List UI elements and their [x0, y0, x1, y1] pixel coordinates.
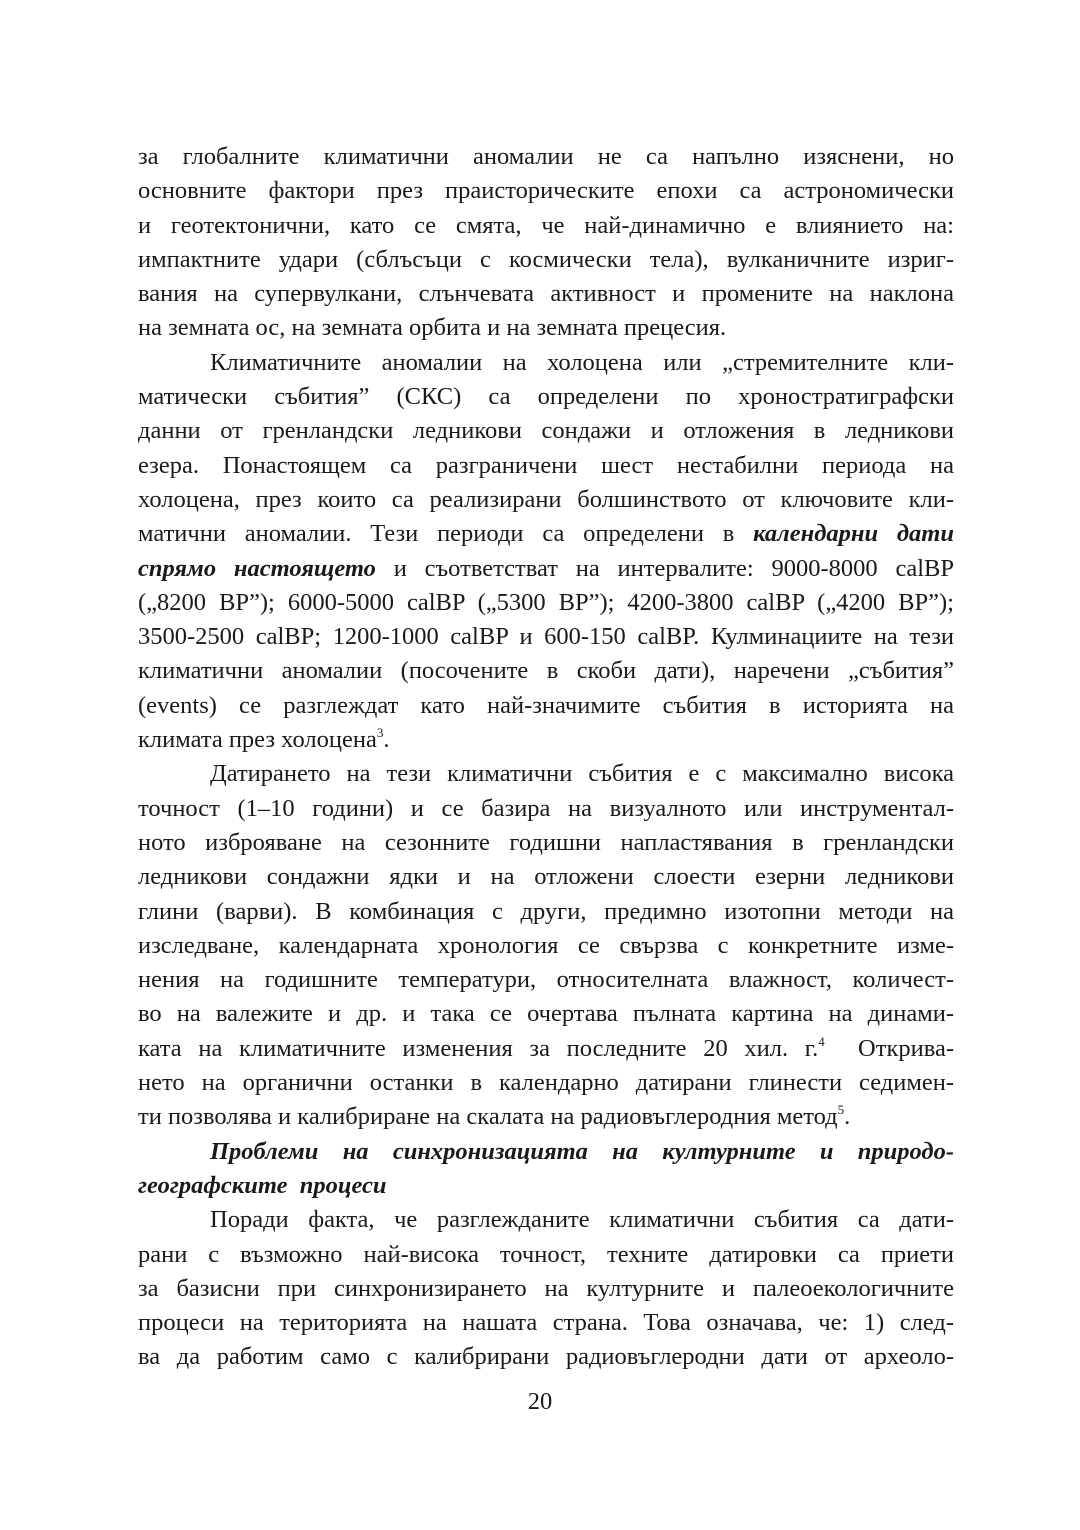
text-line: матически събития” (СКС) са определени по хроностратиграфски: [138, 383, 954, 411]
text-line: во на валежите и др. и така се очертава пълната картина на динами-: [138, 1000, 954, 1028]
text-line: [138, 1100, 954, 1134]
text-line: глини (варви). В комбинация с други, предимно изотопни методи на: [138, 897, 954, 925]
text-line: на земната ос, на земната орбита и на земната прецесия.: [138, 314, 727, 342]
footnote-ref-5[interactable]: 5: [837, 1102, 845, 1118]
text-run: .: [383, 726, 390, 754]
emphasis-text: календарни дати: [753, 520, 954, 548]
text-line: ното изброяване на сезонните годишни напластявания в гренландски: [138, 828, 954, 856]
text-line: Климатичните аномалии на холоцена или „стремителните кли-: [210, 348, 954, 376]
main-text: [138, 140, 954, 1375]
text-run: матични аномалии. Тези периоди са определени в: [138, 520, 754, 548]
page-number: 20: [527, 1388, 553, 1415]
text-line: климатични аномалии (посочените в скоби дати), наречени „събития”: [138, 657, 954, 685]
paragraph-2: [138, 346, 954, 758]
text-line: изследване, календарната хронология се свързва с конкретните изме-: [138, 931, 954, 959]
text-run: и съответстват на интервалите: 9000-8000 calBP: [375, 554, 954, 582]
text-line: [138, 1032, 954, 1066]
text-line: Поради факта, че разглежданите климатични събития са дати-: [210, 1206, 954, 1234]
emphasis-text: спрямо настоящето: [138, 554, 376, 582]
text-line: вания на супервулкани, слънчевата активност и промените на наклона: [138, 280, 954, 308]
text-line: ва да работим само с калибрирани радиовъглеродни дати от археоло-: [138, 1343, 954, 1371]
text-line: [138, 723, 954, 757]
paragraph-1: [138, 140, 954, 346]
text-run: ката на климатичните изменения за последните 20 хил. г.: [138, 1034, 819, 1062]
text-line: процеси на територията на нашата страна. Това означава, че: 1) след-: [138, 1309, 954, 1337]
text-line: езера. Понастоящем са разграничени шест нестабилни периода на: [138, 451, 954, 479]
text-line: ледникови сондажни ядки и на отложени слоести езерни ледникови: [138, 863, 954, 891]
heading-line: Проблеми на синхронизацията на културните и природо-: [210, 1137, 954, 1165]
footnote-ref-3[interactable]: 3: [376, 725, 384, 741]
footnote-ref-4[interactable]: 4: [818, 1033, 825, 1049]
text-line: (events) се разглеждат като най-значимите събития в историята на: [138, 691, 954, 719]
heading-line: географските процеси: [138, 1171, 387, 1199]
text-line: данни от гренландски ледникови сондажи и отложения в ледникови: [138, 417, 954, 445]
text-line: Датирането на тези климатични събития е с максимално висока: [210, 760, 954, 788]
paragraph-4: [138, 1203, 954, 1374]
text-line: рани с възможно най-висока точност, техните датировки са приети: [138, 1240, 954, 1268]
text-line: точност (1–10 години) и се базира на визуалното или инструментал-: [138, 794, 954, 822]
text-line: 3500-2500 calBP; 1200-1000 calBP и 600-150 calBP. Кулминациите на тези: [138, 623, 954, 651]
text-run: климата през холоцена: [138, 726, 377, 754]
text-line: [138, 517, 954, 551]
paragraph-3: [138, 757, 954, 1134]
text-line: [138, 552, 954, 586]
text-line: нето на органични останки в календарно датирани глинести седимен-: [138, 1069, 954, 1097]
text-line: („8200 BP”); 6000-5000 calBP („5300 BP”); 4200-3800 calBP („4200 BP”);: [138, 588, 954, 616]
text-line: холоцена, през които са реализирани болшинството от ключовите кли-: [138, 485, 954, 513]
section-heading: [138, 1135, 954, 1204]
text-line: за глобалните климатични аномалии не са напълно изяснени, но: [138, 143, 954, 170]
text-run: ти позволява и калибриране на скалата на радиовъглеродния метод: [138, 1103, 838, 1131]
text-line: за базисни при синхронизирането на културните и палеоекологичните: [138, 1274, 954, 1302]
text-line: основните фактори през праисторическите епохи са астрономически: [138, 177, 954, 205]
text-run: Открива-: [824, 1034, 955, 1062]
text-run: .: [844, 1103, 851, 1131]
text-line: нения на годишните температури, относителната влажност, количест-: [138, 966, 954, 994]
text-line: и геотектонични, като се смята, че най-динамично е влиянието на:: [138, 211, 954, 239]
text-line: импактните удари (сблъсъци с космически тела), вулканичните изриг-: [138, 245, 954, 273]
